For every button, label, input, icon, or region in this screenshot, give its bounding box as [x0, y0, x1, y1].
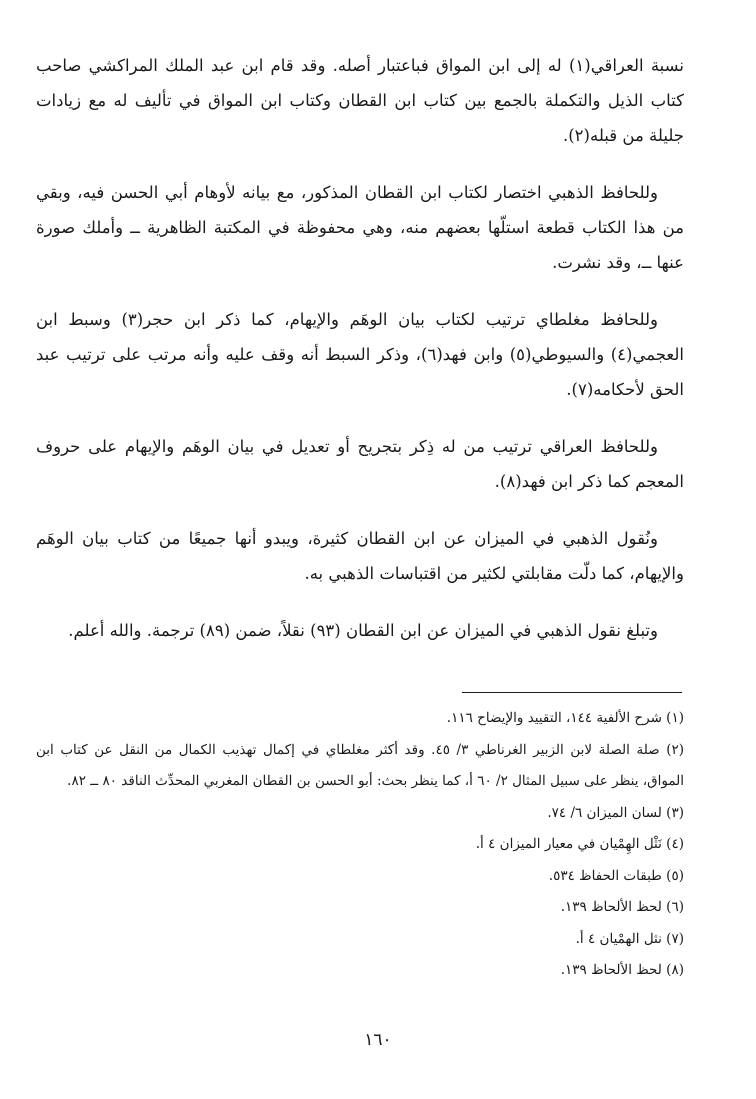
- paragraph-2: وللحافظ الذهبي اختصار لكتاب ابن القطان المذكور، مع بيانه لأوهام أبي الحسن فيه، وبقي من هذا الكتاب قطعة استلّها بعضهم منه، وهي محفوظة في المكتبة الظاهرية ــ وأملك صورة عنها ــ، وقد نشرت.: [36, 183, 684, 272]
- footnote-separator: [462, 692, 682, 693]
- footnote-3: (٣) لسان الميزان ٦/ ٧٤.: [547, 804, 684, 821]
- footnote-1: (١) شرح الألفية ١٤٤، التقييد والإيضاح ١١٦.: [446, 710, 684, 726]
- footnote-4: (٤) نَثْل الهِمْيان في معيار الميزان ٤ أ.: [475, 836, 684, 852]
- paragraph-5: ونُقول الذهبي في الميزان عن ابن القطان كثيرة، ويبدو أنها جميعًا من كتاب بيان الوهَم والإيهام، كما دلّت مقابلتي لكثير من اقتباسات الذهبي به.: [36, 529, 684, 583]
- page-number: ١٦٠: [364, 1030, 392, 1050]
- footnotes: [36, 703, 684, 987]
- paragraph-1: نسبة العراقي(١) له إلى ابن المواق فباعتبار أصله. وقد قام ابن عبد الملك المراكشي صاحب كتاب الذيل والتكملة بالجمع بين كتاب ابن القطان وكتاب ابن المواق في تأليف له مع زيادات جليلة من قبله(٢).: [36, 56, 684, 145]
- paragraph-3: وللحافظ مغلطاي ترتيب لكتاب بيان الوهَم والإيهام، كما ذكر ابن حجر(٣) وسبط ابن العجمي(٤) والسيوطي(٥) وابن فهد(٦)، وذكر السبط أنه وقف عليه وأنه مرتب على ترتيب عبد الحق لأحكامه(٧).: [36, 310, 684, 399]
- footnote-7: (٧) نثل الهمْيان ٤ أ.: [575, 930, 684, 947]
- paragraph-6: وتبلغ نقول الذهبي في الميزان عن ابن القطان (٩٣) نقلاً، ضمن (٨٩) ترجمة. والله أعلم.: [68, 621, 658, 640]
- main-text: [36, 48, 684, 670]
- footnote-2: (٢) صلة الصلة لابن الزبير الغرناطي ٣/ ٤٥. وقد أكثر مغلطاي في إكمال تهذيب الكمال من النقل عن كتاب ابن المواق، ينظر على سبيل المثال ٢/ ٦٠ أ، كما ينظر بحث: أبو الحسن بن القطان المغربي المحدِّث الناقد ٨٠ ــ ٨٢.: [36, 741, 685, 789]
- paragraph-4: وللحافظ العراقي ترتيب من له ذِكر بتجريح أو تعديل في بيان الوهَم والإيهام على حروف المعجم كما ذكر ابن فهد(٨).: [36, 437, 684, 491]
- footnote-5: (٥) طبقات الحفاظ ٥٣٤.: [548, 867, 684, 884]
- footnote-8: (٨) لحظ الألحاظ ١٣٩.: [560, 962, 684, 978]
- footnote-6: (٦) لحظ الألحاظ ١٣٩.: [560, 899, 684, 915]
